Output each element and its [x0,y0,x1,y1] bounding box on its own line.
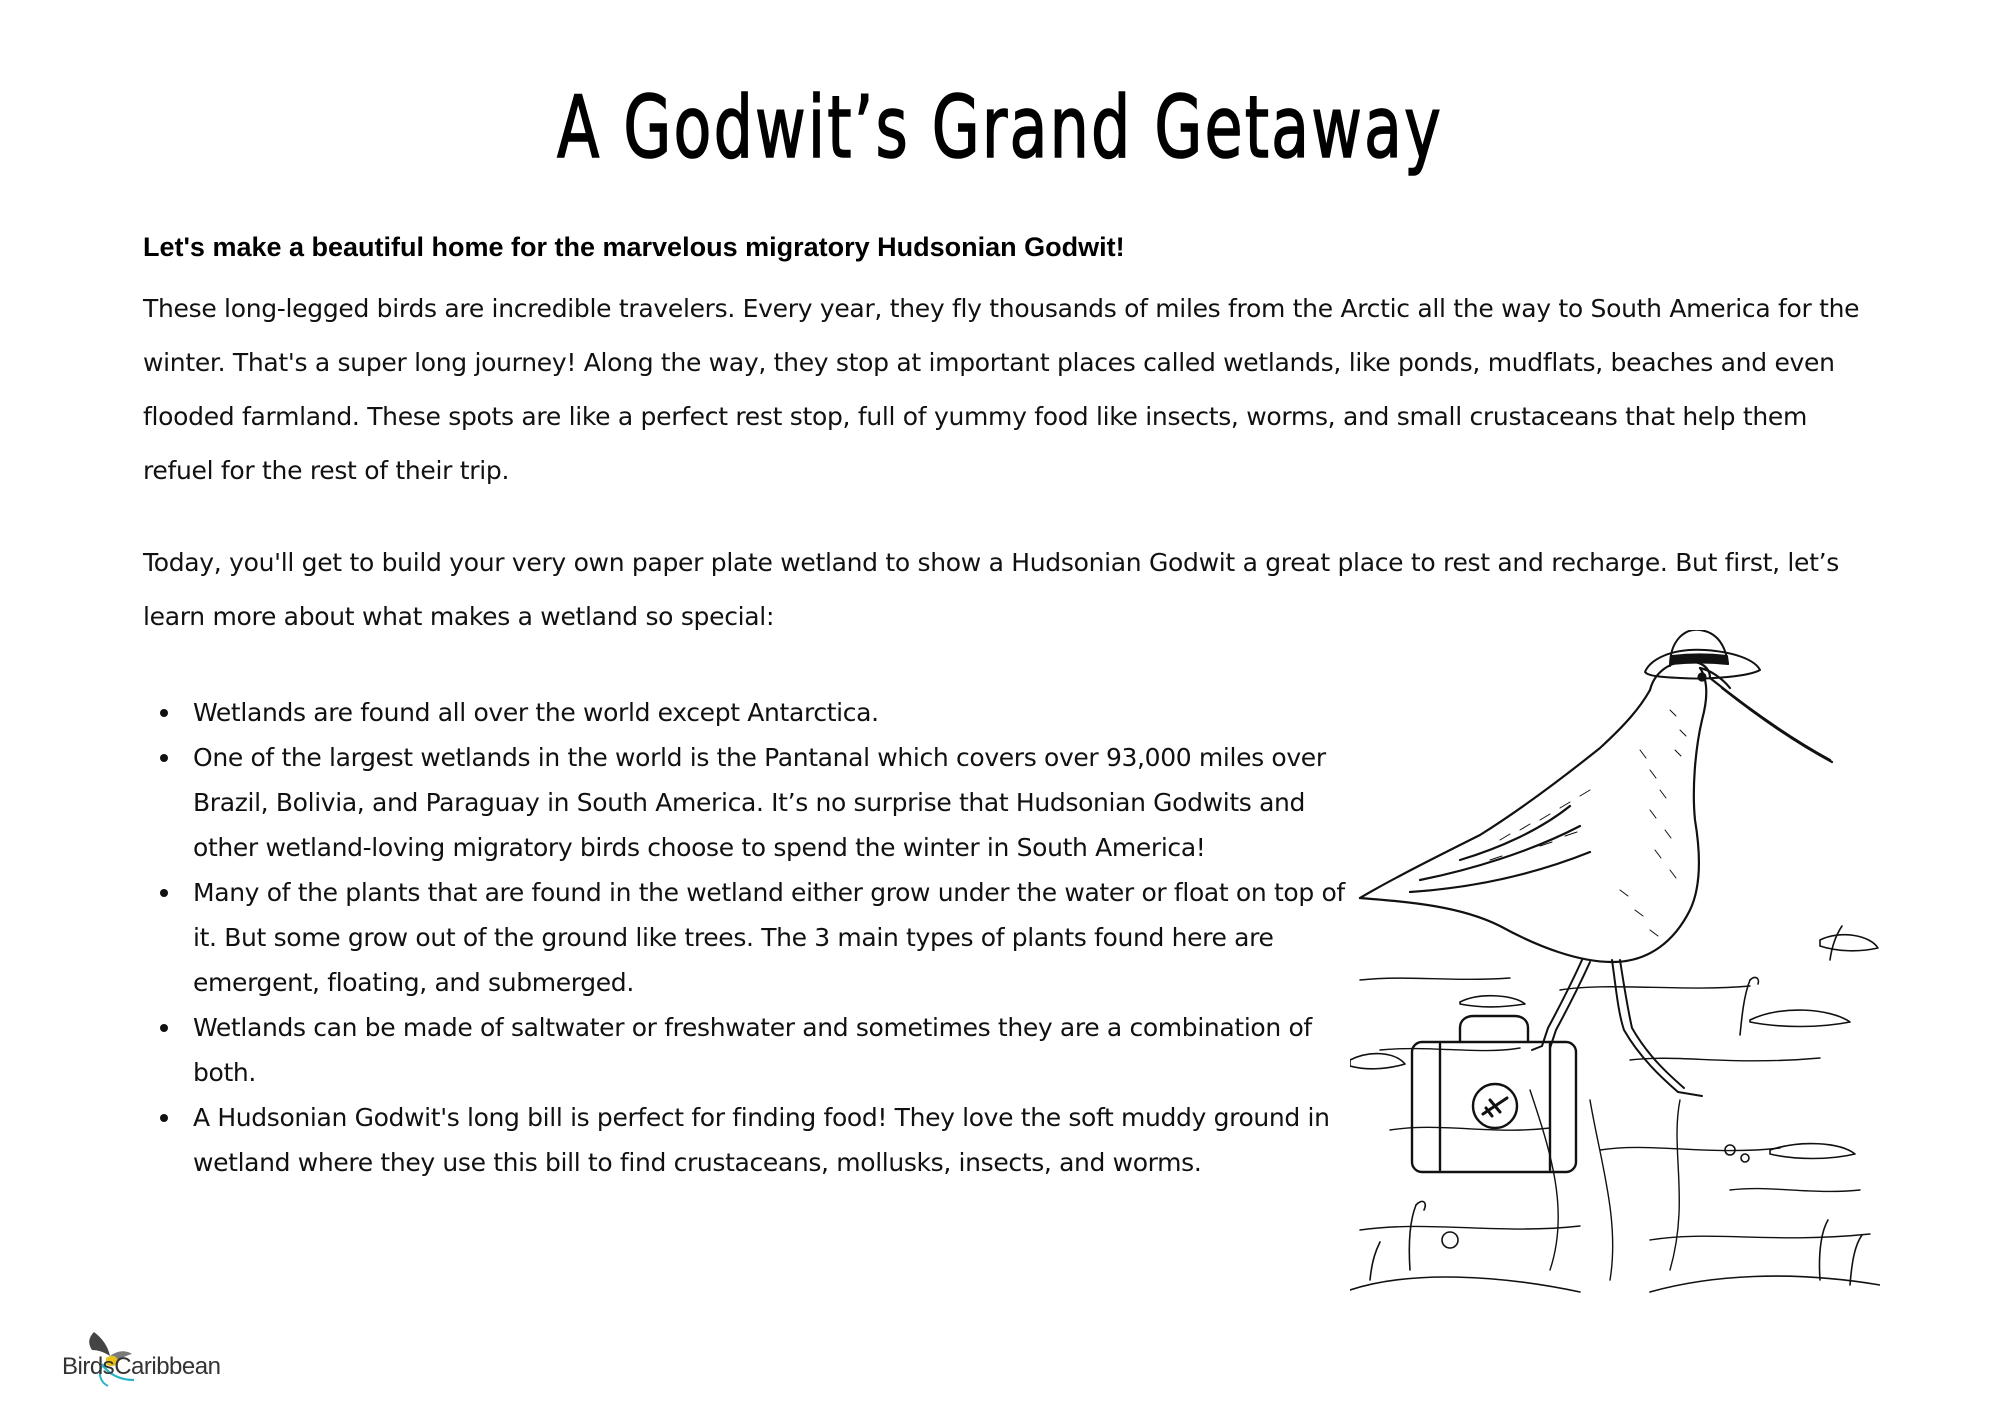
feather-hatching [1490,710,1686,936]
wetland-facts-list [160,690,1350,1185]
bird-body [1360,661,1832,962]
logo-text-caribbean: Caribbean [114,1353,221,1380]
list-item [160,735,1350,870]
logo-text-birds: Birds [62,1353,115,1380]
intro-paragraph: These long-legged birds are incredible travelers. Every year, they fly thousands of miles from the Arctic all the way to South America for the winter. That's a super long journey! Along the way, they stop at important places called wetlands, like ponds, mudflats, beaches and even flooded farmland. These spots are like a perfect rest stop, full of yummy food like insects, worms, and small crustaceans that help them refuel for the rest of their trip. [143,294,1860,485]
activity-paragraph: Today, you'll get to build your very own paper plate wetland to show a Hudsonian Godwit a great place to rest and recharge. But first, let’s learn more about what makes a wetland so special: [143,548,1839,631]
godwit-illustration [1350,630,1880,1300]
bullet-icon [160,754,168,762]
logo-wordmark [62,1353,220,1381]
bullet-icon [160,1024,168,1032]
list-item-text: One of the largest wetlands in the world is the Pantanal which covers over 93,000 miles over Brazil, Bolivia, and Paraguay in South America. It’s no surprise that Hudsonian Godwits and other wetland-loving migratory birds choose to spend the winter in South America! [193,743,1326,862]
bullet-icon [160,1114,168,1122]
bird-legs [1532,960,1702,1096]
list-item [160,1095,1350,1185]
plants [1370,926,1862,1285]
list-item [160,1005,1350,1095]
bullet-icon [160,889,168,897]
list-item-text: Wetlands can be made of saltwater or freshwater and sometimes they are a combination of both. [193,1013,1312,1087]
lead-sentence: Let's make a beautiful home for the marvelous migratory Hudsonian Godwit! [143,232,1125,262]
list-item-text: Wetlands are found all over the world except Antarctica. [193,698,879,727]
list-item [160,870,1350,1005]
water-lines [1360,978,1870,1280]
list-item-text: Many of the plants that are found in the wetland either grow under the water or float on top of it. But some grow out of the ground like trees. The 3 main types of plants found here are emergent, floating, and submerged. [193,878,1345,997]
bullet-icon [160,709,168,717]
list-item [160,690,1350,735]
suitcase-icon [1412,1016,1576,1172]
list-item-text: A Hudsonian Godwit's long bill is perfect for finding food! They love the soft muddy ground in wetland where they use this bill to find crustaceans, mollusks, insects, and worms. [193,1103,1330,1177]
page-title: A Godwit’s Grand Getaway [557,78,1443,178]
